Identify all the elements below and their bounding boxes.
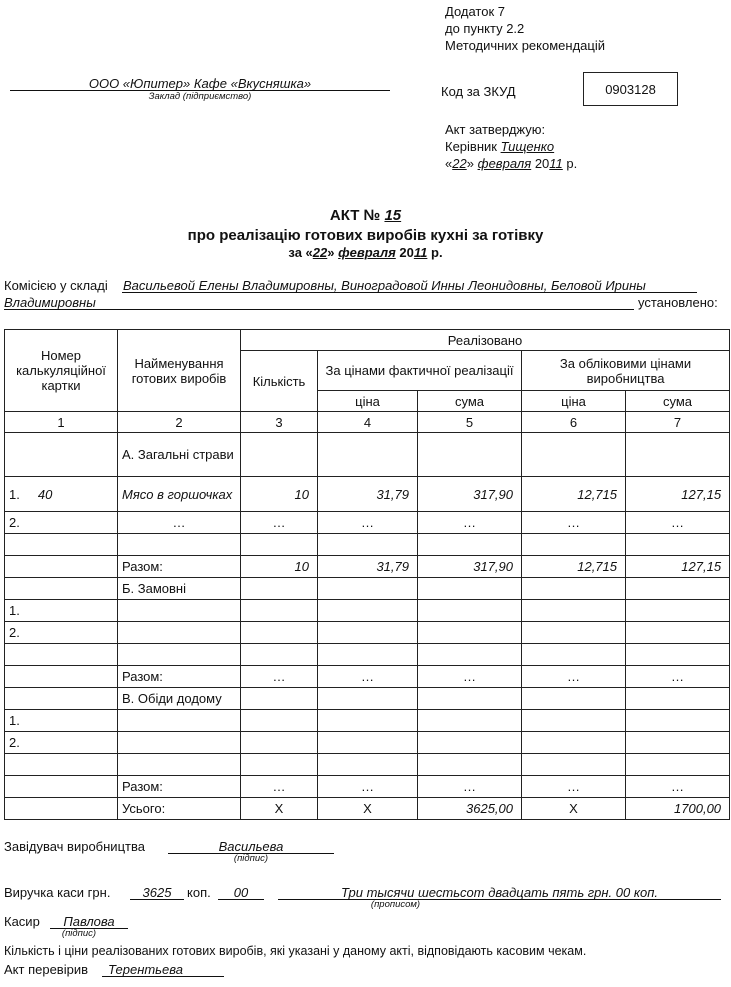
cell-col-3 (241, 688, 318, 710)
act-year-suffix: 11 (413, 245, 428, 260)
cell-col-6: 12,715 (522, 477, 626, 512)
header-account-sum: сума (626, 391, 730, 412)
cell-col-2: А. Загальні страви (118, 433, 241, 477)
cell-col-1: 2. (5, 622, 118, 644)
cell-col-7 (626, 622, 730, 644)
cell-col-4 (318, 732, 418, 754)
zkud-code-box: 0903128 (583, 72, 678, 106)
checked-underline (102, 976, 224, 977)
cell-col-6 (522, 433, 626, 477)
manager-sign-caption: (підпис) (233, 853, 269, 864)
cell-col-7: 127,15 (626, 477, 730, 512)
item-row (5, 512, 730, 534)
cell-col-7: … (626, 666, 730, 688)
manager-name: Васильева (218, 839, 284, 854)
cell-col-4 (318, 710, 418, 732)
cell-col-4 (318, 622, 418, 644)
approval-line-1: Акт затверджую: (445, 122, 546, 137)
revenue-kop-underline (218, 899, 264, 900)
manager-label: Завідувач виробництва (4, 839, 145, 854)
cell-col-5 (418, 732, 522, 754)
cell-col-3 (241, 644, 318, 666)
column-number-row (5, 412, 730, 433)
header-account-price: ціна (522, 391, 626, 412)
cell-col-4 (318, 600, 418, 622)
cell-col-2: В. Обіди додому (118, 688, 241, 710)
cashier-label: Касир (4, 914, 40, 929)
cell-col-4: Х (318, 798, 418, 820)
cell-col-5: … (418, 776, 522, 798)
cell-col-5 (418, 644, 522, 666)
cell-col-2: Б. Замовні (118, 578, 241, 600)
act-year-end: р. (431, 245, 443, 260)
cell-col-2 (118, 732, 241, 754)
item-row (5, 622, 730, 644)
subtotal-row (5, 556, 730, 578)
act-month: февраля (338, 245, 396, 260)
act-title (0, 207, 731, 224)
cashier-name: Павлова (63, 914, 115, 929)
commission-underline-2 (4, 309, 634, 310)
item-row (5, 600, 730, 622)
item-row (5, 477, 730, 512)
cell-col-5: … (418, 666, 522, 688)
cell-col-3: … (241, 512, 318, 534)
revenue-grn: 3625 (142, 885, 172, 900)
cell-col-4: 31,79 (318, 477, 418, 512)
cell-col-1 (5, 578, 118, 600)
cell-col-4 (318, 754, 418, 776)
header-card-number: Номер калькуляційної картки (5, 330, 118, 412)
header-product-name: Найменування готових виробів (118, 330, 241, 412)
cell-col-5 (418, 688, 522, 710)
cashier-caption: (підпис) (61, 928, 97, 939)
cell-col-6: 12,715 (522, 556, 626, 578)
header-realized: Реалізовано (241, 330, 730, 351)
cell-col-5 (418, 754, 522, 776)
col-number: 1 (5, 412, 118, 433)
cell-col-1 (5, 798, 118, 820)
cell-col-3 (241, 622, 318, 644)
cell-col-7 (626, 534, 730, 556)
cell-col-6 (522, 710, 626, 732)
revenue-grn-underline (130, 899, 184, 900)
cell-col-4 (318, 433, 418, 477)
head-label: Керівник (445, 139, 497, 154)
cell-col-1 (5, 688, 118, 710)
cell-col-7: … (626, 776, 730, 798)
cell-col-5 (418, 534, 522, 556)
kop-label: коп. (187, 885, 211, 900)
commission-names-1: Васильевой Елены Владимировны, Виноградовой Инны Леонидовны, Беловой Ирины (123, 278, 646, 293)
cell-col-3: … (241, 666, 318, 688)
cell-col-3 (241, 710, 318, 732)
cell-col-3: 10 (241, 556, 318, 578)
cell-col-6: … (522, 512, 626, 534)
cell-col-6 (522, 754, 626, 776)
cell-col-1 (5, 754, 118, 776)
cell-col-4 (318, 688, 418, 710)
enterprise-name: ООО «Юпитер» Кафе «Вкусняшка» (88, 76, 312, 91)
cell-col-4 (318, 534, 418, 556)
revenue-kop: 00 (233, 885, 249, 900)
cell-col-7 (626, 710, 730, 732)
cell-col-5: 317,90 (418, 556, 522, 578)
empty-row (5, 534, 730, 556)
empty-row (5, 644, 730, 666)
cell-col-5: 317,90 (418, 477, 522, 512)
cell-col-7 (626, 600, 730, 622)
cell-col-1 (5, 556, 118, 578)
approval-month: февраля (477, 156, 532, 171)
cell-col-2 (118, 754, 241, 776)
cell-col-7 (626, 644, 730, 666)
commission-names-2: Владимировны (4, 295, 96, 310)
cell-col-1: 1. (5, 600, 118, 622)
cell-col-2: Разом: (118, 776, 241, 798)
cell-col-1: 1. 40 (5, 477, 118, 512)
cell-col-3 (241, 578, 318, 600)
approval-year-suffix: 11 (549, 156, 563, 171)
cell-col-2: Разом: (118, 666, 241, 688)
cell-col-2 (118, 710, 241, 732)
subtotal-row (5, 776, 730, 798)
header-quantity: Кількість (241, 351, 318, 412)
commission-label: Комісією у складі (4, 278, 108, 293)
act-date-prefix: за « (288, 245, 313, 260)
date-quote-close: » (466, 156, 474, 171)
cell-col-6 (522, 600, 626, 622)
cell-col-6 (522, 622, 626, 644)
act-date-quote-close: » (327, 245, 335, 260)
cell-col-3: … (241, 776, 318, 798)
head-name: Тищенко (500, 139, 555, 154)
cell-col-3 (241, 433, 318, 477)
checked-name: Терентьева (108, 962, 183, 977)
approval-day: 22 (452, 156, 467, 171)
approval-head (445, 139, 554, 154)
revenue-label: Виручка каси грн. (4, 885, 111, 900)
cell-col-2 (118, 534, 241, 556)
card-number: 40 (37, 486, 53, 502)
cell-col-3: Х (241, 798, 318, 820)
cell-col-1 (5, 666, 118, 688)
checked-label: Акт перевірив (4, 962, 88, 977)
cell-col-2 (118, 622, 241, 644)
cell-col-1 (5, 534, 118, 556)
act-title-prefix: АКТ № (329, 207, 381, 224)
cell-col-4: … (318, 776, 418, 798)
cell-col-6: … (522, 776, 626, 798)
cell-col-6 (522, 644, 626, 666)
date-quote-open: « (445, 156, 453, 171)
cell-col-5: 3625,00 (418, 798, 522, 820)
header-actual-prices: За цінами фактичної реалізації (318, 351, 522, 391)
revenue-words: Три тысячи шестьсот двадцать пять грн. 00 коп. (341, 885, 658, 900)
cell-col-1 (5, 644, 118, 666)
cell-col-7: 1700,00 (626, 798, 730, 820)
cell-col-4 (318, 644, 418, 666)
cell-col-4: 31,79 (318, 556, 418, 578)
col-number: 5 (418, 412, 522, 433)
statement-text: Кількість і ціни реалізованих готових виробів, які указані у даному акті, відповідають касовим чекам. (4, 944, 587, 958)
cell-col-5 (418, 433, 522, 477)
cell-col-5: … (418, 512, 522, 534)
cell-col-3 (241, 600, 318, 622)
col-number: 6 (522, 412, 626, 433)
cell-col-1: 1. (5, 710, 118, 732)
cell-col-7 (626, 433, 730, 477)
section-general (5, 433, 730, 477)
cell-col-2: Разом: (118, 556, 241, 578)
cell-col-5 (418, 600, 522, 622)
appendix-line-2: до пункту 2.2 (445, 21, 525, 36)
cell-col-3 (241, 754, 318, 776)
table-body (5, 433, 730, 820)
approval-year-prefix: 20 (534, 156, 550, 171)
appendix-line-1: Додаток 7 (445, 4, 505, 19)
empty-row (5, 754, 730, 776)
header-actual-price: ціна (318, 391, 418, 412)
cell-col-4 (318, 578, 418, 600)
cell-col-6 (522, 732, 626, 754)
enterprise-caption: Заклад (підприємство) (148, 91, 252, 102)
cell-col-3 (241, 534, 318, 556)
col-number: 3 (241, 412, 318, 433)
item-row (5, 732, 730, 754)
col-number: 4 (318, 412, 418, 433)
cell-col-7 (626, 688, 730, 710)
words-caption: (прописом) (370, 899, 421, 910)
header-account-prices: За обліковими цінами виробництва (522, 351, 730, 391)
cell-col-7: 127,15 (626, 556, 730, 578)
cell-col-1: 2. (5, 732, 118, 754)
approval-year-end: р. (566, 156, 578, 171)
cell-col-6 (522, 688, 626, 710)
cell-col-5 (418, 622, 522, 644)
act-day: 22 (312, 245, 328, 260)
col-number: 7 (626, 412, 730, 433)
cell-col-7 (626, 578, 730, 600)
zkud-label: Код за ЗКУД (441, 84, 516, 99)
act-number: 15 (384, 207, 402, 224)
cell-col-6 (522, 578, 626, 600)
cell-col-7: … (626, 512, 730, 534)
cell-col-6: … (522, 666, 626, 688)
cell-col-4: … (318, 666, 418, 688)
cell-col-1 (5, 433, 118, 477)
commission-underline-1 (122, 292, 697, 293)
cell-col-1: 2. (5, 512, 118, 534)
cell-col-6 (522, 534, 626, 556)
total-row (5, 798, 730, 820)
item-row (5, 710, 730, 732)
act-subtitle: про реалізацію готових виробів кухні за готівку (187, 227, 544, 244)
appendix-line-3: Методичних рекомендацій (445, 38, 605, 53)
cell-col-2 (118, 600, 241, 622)
cell-col-7 (626, 732, 730, 754)
cell-col-5 (418, 710, 522, 732)
col-number: 2 (118, 412, 241, 433)
cell-col-3: 10 (241, 477, 318, 512)
cell-col-2 (118, 644, 241, 666)
subtotal-row (5, 666, 730, 688)
header-actual-sum: сума (418, 391, 522, 412)
cell-col-2: Мясо в горшочках (118, 477, 241, 512)
cell-col-4: … (318, 512, 418, 534)
cell-col-6: Х (522, 798, 626, 820)
approval-date (445, 156, 577, 171)
cell-col-5 (418, 578, 522, 600)
cell-col-7 (626, 754, 730, 776)
act-year-prefix: 20 (399, 245, 414, 260)
section-home (5, 688, 730, 710)
cell-col-3 (241, 732, 318, 754)
sales-table (4, 329, 730, 820)
cell-col-2: Усього: (118, 798, 241, 820)
section-orders (5, 578, 730, 600)
act-date (0, 245, 731, 260)
cell-col-1 (5, 776, 118, 798)
cell-col-2: … (118, 512, 241, 534)
commission-established: установлено: (638, 295, 718, 310)
